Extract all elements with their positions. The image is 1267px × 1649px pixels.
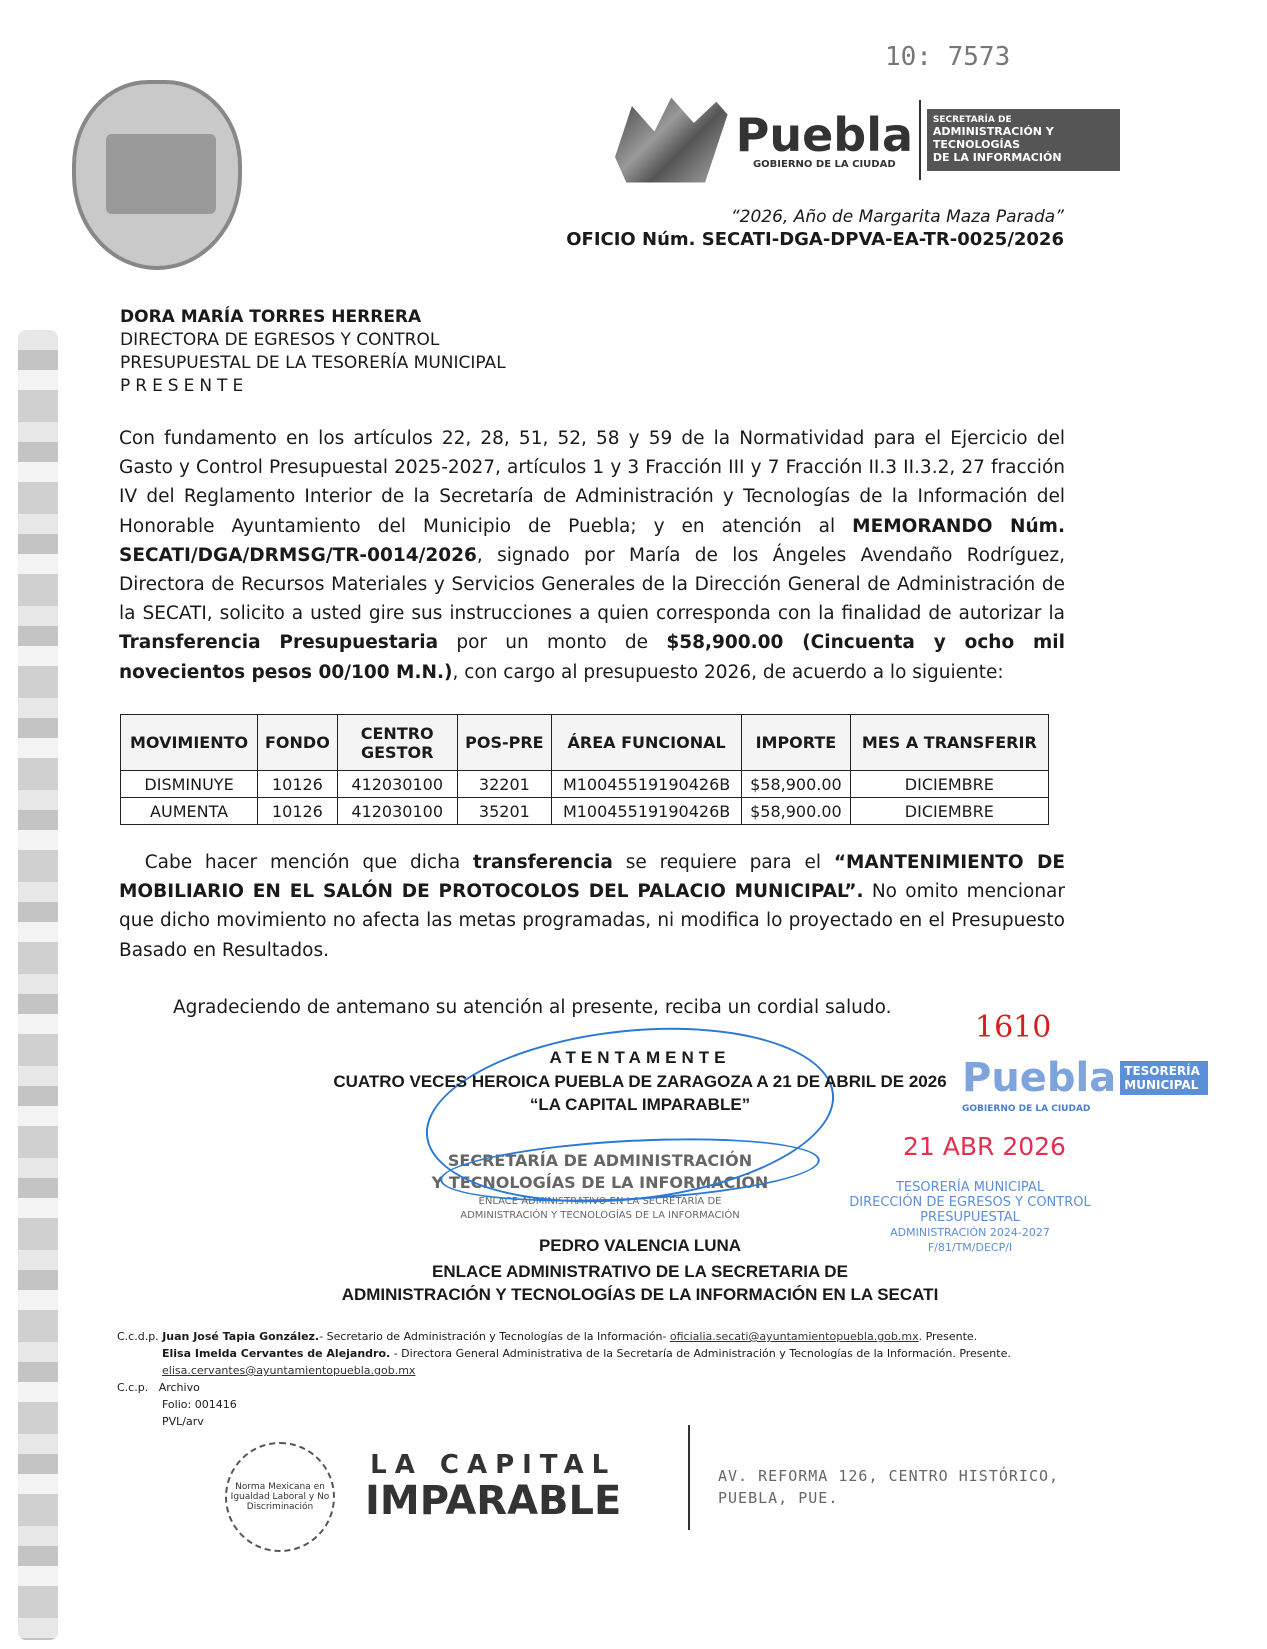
secretaria-badge: SECRETARÍA DE ADMINISTRACIÓN Y TECNOLOGÍAS DE LA INFORMACIÓN: [927, 109, 1120, 171]
signer-name: PEDRO VALENCIA LUNA: [538, 1236, 742, 1255]
email-link[interactable]: elisa.cervantes@ayuntamientopuebla.gob.mx: [162, 1364, 416, 1377]
recipient-title: DIRECTORA DE EGRESOS Y CONTROL: [120, 330, 440, 350]
table-row: AUMENTA 10126 412030100 35201 M10045519190426B $58,900.00 DICIEMBRE: [121, 798, 1049, 825]
reception-date: 21 ABR 2026: [903, 1132, 1066, 1161]
logo-sub: GOBIERNO DE LA CIUDAD: [752, 158, 896, 170]
copies-block: C.c.d.p. Juan José Tapia González.- Secretario de Administración y Tecnologías de la Información- oficialia.secati@ayuntamientopuebla.gob.mx. Presente. Elisa Imelda Cervantes de Alejandro. - Directora General Administrativa de la Secretaría de Administración y Tecnologías de la Información. Presente. elisa.cervantes@ayuntamientopuebla.gob.mx C.c.p. Archivo Folio: 001416 PVL/arv: [117, 1330, 1011, 1428]
col-header: ÁREA FUNCIONAL: [552, 715, 742, 771]
oficio-number: OFICIO Núm. SECATI-DGA-DPVA-EA-TR-0025/2026: [566, 229, 1064, 250]
scan-edge-pattern: [18, 330, 58, 1640]
la-capital-imparable-logo: LA CAPITAL IMPARABLE: [365, 1450, 622, 1524]
footer-divider: [688, 1425, 690, 1530]
transfer-table: [120, 714, 1049, 825]
puebla-logo: [615, 95, 1120, 185]
city-seal: [72, 80, 242, 270]
slogan: “LA CAPITAL IMPARABLE”: [529, 1095, 751, 1114]
tesoreria-logo: Puebla TESORERÍA MUNICIPAL: [962, 1054, 1208, 1102]
place-date: CUATRO VECES HEROICA PUEBLA DE ZARAGOZA A 21 DE ABRIL DE 2026: [333, 1072, 947, 1091]
table-row: DISMINUYE 10126 412030100 32201 M10045519190426B $58,900.00 DICIEMBRE: [121, 771, 1049, 798]
presente: PRESENTE: [120, 376, 249, 396]
col-header: IMPORTE: [742, 715, 851, 771]
closing: Agradeciendo de antemano su atención al presente, reciba un cordial saludo.: [173, 997, 892, 1018]
recipient-block: [120, 306, 506, 398]
atentamente: ATENTAMENTE: [549, 1048, 731, 1067]
recipient-name: DORA MARÍA TORRES HERRERA: [120, 307, 422, 327]
recipient-title: PRESUPUESTAL DE LA TESORERÍA MUNICIPAL: [120, 353, 506, 373]
paragraph-purpose: Cabe hacer mención que dicha transferencia se requiere para el “MANTENIMIENTO DE MOBILIARIO EN EL SALÓN DE PROTOCOLOS DEL PALACIO MUNICIPAL”. No omito mencionar que dicho movimiento no afecta las metas programadas, ni modifica lo proyectado en el Presupuesto Basado en Resultados.: [119, 852, 1065, 961]
tesoreria-stamp: TESORERÍA MUNICIPAL DIRECCIÓN DE EGRESOS Y CONTROL PRESUPUESTAL ADMINISTRACIÓN 2024-2027 F/81/TM/DECP/I: [849, 1180, 1091, 1254]
email-link[interactable]: oficialia.secati@ayuntamientopuebla.gob.mx: [669, 1330, 919, 1343]
logo-art: [615, 98, 728, 183]
tesoreria-gob: GOBIERNO DE LA CIUDAD: [962, 1104, 1091, 1114]
year-motto: “2026, Año de Margarita Maza Parada”: [730, 207, 1064, 227]
col-header: POS-PRE: [457, 715, 551, 771]
col-header: CENTRO GESTOR: [337, 715, 457, 771]
col-header: FONDO: [258, 715, 338, 771]
norma-igualdad-logo: Norma Mexicana en Igualdad Laboral y No Discriminación: [225, 1442, 335, 1552]
handwritten-number: 10: 7573: [885, 42, 1011, 72]
col-header: MOVIMIENTO: [121, 715, 258, 771]
signer-title: ENLACE ADMINISTRATIVO DE LA SECRETARIA DE ADMINISTRACIÓN Y TECNOLOGÍAS DE LA INFORMACIÓN EN LA SECATI: [341, 1262, 939, 1304]
address: AV. REFORMA 126, CENTRO HISTÓRICO, PUEBLA, PUE.: [718, 1467, 1060, 1507]
logo-word: Puebla: [735, 107, 914, 162]
paragraph-main: Con fundamento en los artículos 22, 28, 51, 52, 58 y 59 de la Normatividad para el Ejercicio del Gasto y Control Presupuestal 2025-2027, artículos 1 y 3 Fracción III y 7 Fracción II.3 II.3.2, 27 fracción IV del Reglamento Interior de la Secretaría de Administración y Tecnologías de la Información del Honorable Ayuntamiento del Municipio de Puebla; y en atención al MEMORANDO Núm. SECATI/DGA/DRMSG/TR-0014/2026, signado por María de los Ángeles Avendaño Rodríguez, Directora de Recursos Materiales y Servicios Generales de la Dirección General de Administración de la SECATI, solicito a usted gire sus instrucciones a quien corresponda con la finalidad de autorizar la Transferencia Presupuestaria por un monto de $58,900.00 (Cincuenta y ocho mil novecientos pesos 00/100 M.N.), con cargo al presupuesto 2026, de acuerdo a lo siguiente:: [119, 428, 1065, 683]
secati-stamp: SECRETARÍA DE ADMINISTRACIÓN Y TECNOLOGÍAS DE LA INFORMACIÓN ENLACE ADMINISTRATIVO EN LA SECRETARÍA DE ADMINISTRACIÓN Y TECNOLOGÍAS DE LA INFORMACIÓN: [431, 1151, 769, 1221]
reception-folio: 1610: [975, 1010, 1052, 1045]
col-header: MES A TRANSFERIR: [850, 715, 1048, 771]
